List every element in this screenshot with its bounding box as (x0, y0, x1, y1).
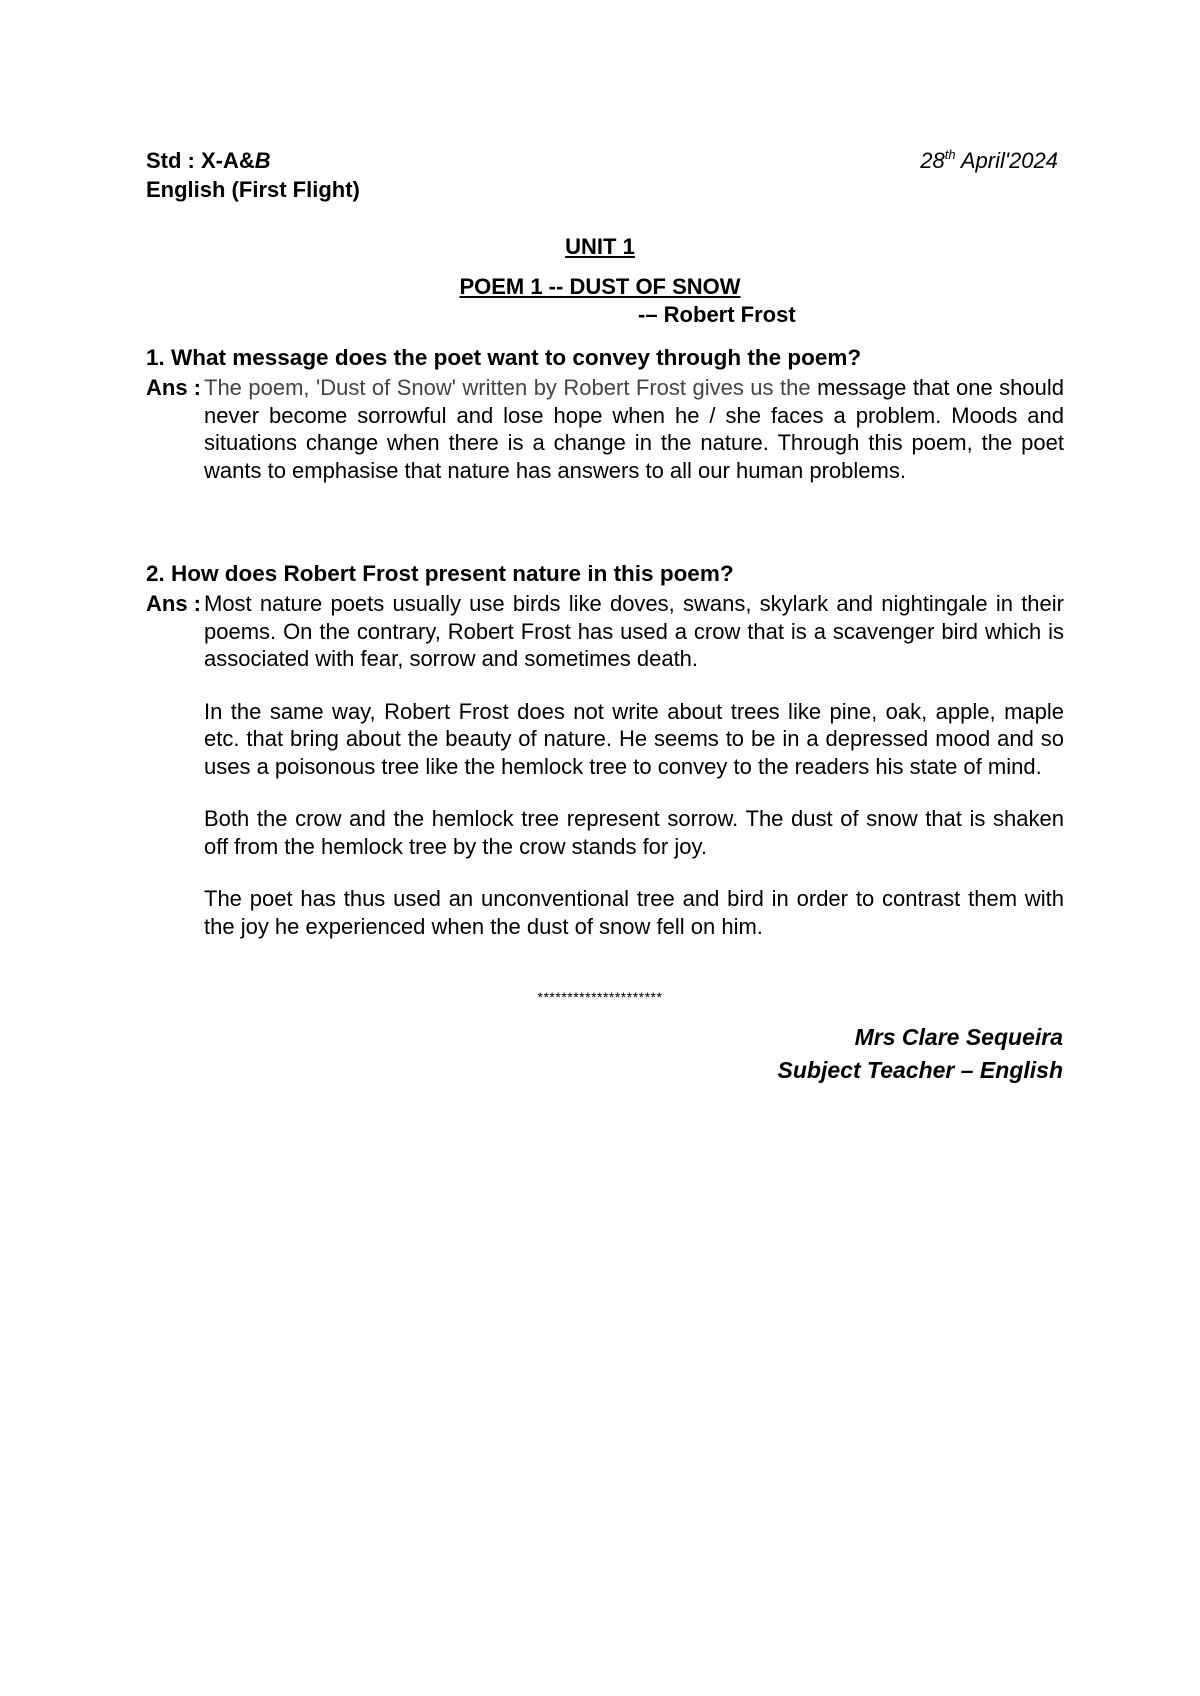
std-section-b: B (254, 148, 271, 173)
answer-2 (146, 590, 1064, 940)
teacher-role: Subject Teacher – English (777, 1057, 1063, 1083)
date (920, 146, 1058, 175)
poem-title: POEM 1 -- DUST OF SNOW (459, 274, 741, 299)
unit-heading: UNIT 1 (565, 234, 635, 259)
teacher-name: Mrs Clare Sequeira (854, 1024, 1063, 1050)
answer-1 (146, 374, 1064, 484)
answer-1-body: message that one should never become sorrowful and lose hope when he / she faces a problem. Moods and situations change when there is a change in the nature. Through this poem, the poet wants to emphasise that nature has answers to all our human problems. (204, 375, 1064, 483)
question-block-2 (146, 560, 1064, 940)
date-month-year: April'2024 (955, 148, 1058, 173)
question-block-1 (146, 344, 1064, 484)
answer-label: Ans : (146, 375, 201, 400)
subject-line: English (First Flight) (146, 177, 360, 202)
date-ordinal-suffix: th (944, 147, 956, 162)
answer-1-text (204, 374, 1064, 484)
question-2: 2. How does Robert Frost present nature in this poem? (146, 561, 734, 586)
answer-label: Ans : (146, 591, 201, 616)
answer-2-paragraph-4: The poet has thus used an unconventional tree and bird in order to contrast them with the joy he experienced when the dust of snow fell on him. (204, 886, 1064, 939)
teacher-signature (778, 1022, 1063, 1086)
answer-2-paragraph-1: Most nature poets usually use birds like doves, swans, skylark and nightingale in their poems. On the contrary, Robert Frost has used a crow that is a scavenger bird which is associated with fear, sorrow and sometimes death. (204, 591, 1064, 671)
answer-1-intro: The poem, 'Dust of Snow' written by Robert Frost gives us the (204, 375, 811, 400)
answer-2-paragraph-3: Both the crow and the hemlock tree represent sorrow. The dust of snow that is shaken off from the hemlock tree by the crow stands for joy. (204, 806, 1064, 859)
std-line (146, 146, 360, 175)
std-text: Std : X-A& (146, 148, 255, 173)
class-subject-header (146, 146, 360, 204)
poem-author: -– Robert Frost (638, 302, 796, 327)
date-day: 28 (920, 148, 945, 173)
answer-2-paragraph-2: In the same way, Robert Frost does not write about trees like pine, oak, apple, maple etc. that bring about the beauty of nature. He seems to be in a depressed mood and so uses a poisonous tree like the hemlock tree to convey to the readers his state of mind. (204, 698, 1064, 779)
section-divider: ********************* (537, 989, 663, 1005)
question-1: 1. What message does the poet want to convey through the poem? (146, 345, 862, 370)
